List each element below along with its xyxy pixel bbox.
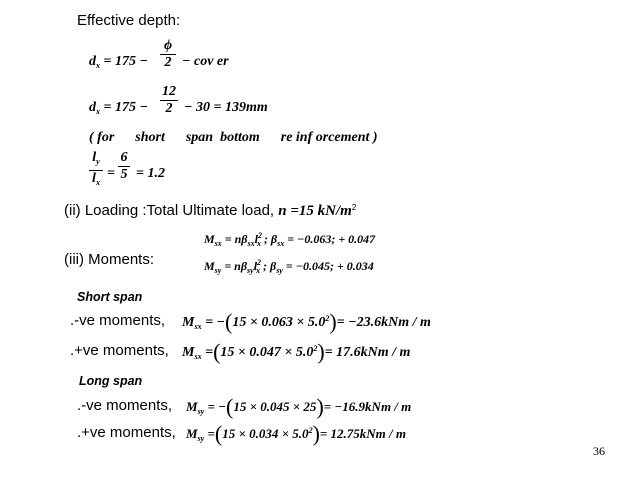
coefficient-mx-equation: $M_{sx} = n\beta_{sx}l^2_x$ ; $\beta_{sx} = -0.063$; + 0.047 [204,231,376,248]
section-title: Effective depth: [77,12,181,29]
moments-label: (iii) Moments: [64,251,155,268]
eq-lhs: d [89,54,96,69]
page-number: 36 [593,444,605,458]
long-span-neg-equation: $M_{sy} = -(15 \times 0.045 \times 25)= -16.9kNm / m$ [186,394,412,419]
short-span-neg-equation: $M_{sx} = -(15 \times 0.063 \times 5.0^2)= -23.6kNm / m$ [182,309,431,334]
short-span-neg-label: .-ve moments, [70,312,166,329]
long-span-pos-label: .+ve moments, [77,424,176,441]
loading-line: (ii) Loading :Total Ultimate load, n =15 $kN/m^2$ [64,202,357,219]
fraction-12-over-2: 12 2 [162,84,176,116]
fraction-phi-over-2: ϕ 2 [160,38,176,71]
long-span-heading: Long span [79,374,143,388]
coefficient-my-equation: $M_{sy} = n\beta_{sy}l^2_x$ ; $\beta_{sy} = -0.045$; + 0.034 [204,258,374,275]
long-span-pos-equation: $M_{sy} =(15 \times 0.034 \times 5.0^2)= 12.75kNm / m$ [186,421,407,446]
short-span-bottom-note: ( for short span bottom re inf orcement ) [89,130,378,145]
short-span-heading: Short span [77,290,143,304]
long-span-neg-label: .-ve moments, [77,397,173,414]
short-span-pos-label: .+ve moments, [70,342,169,359]
short-span-pos-equation: $M_{sx} =(15 \times 0.047 \times 5.0^2)= 17.6kNm / m$ [182,339,411,364]
